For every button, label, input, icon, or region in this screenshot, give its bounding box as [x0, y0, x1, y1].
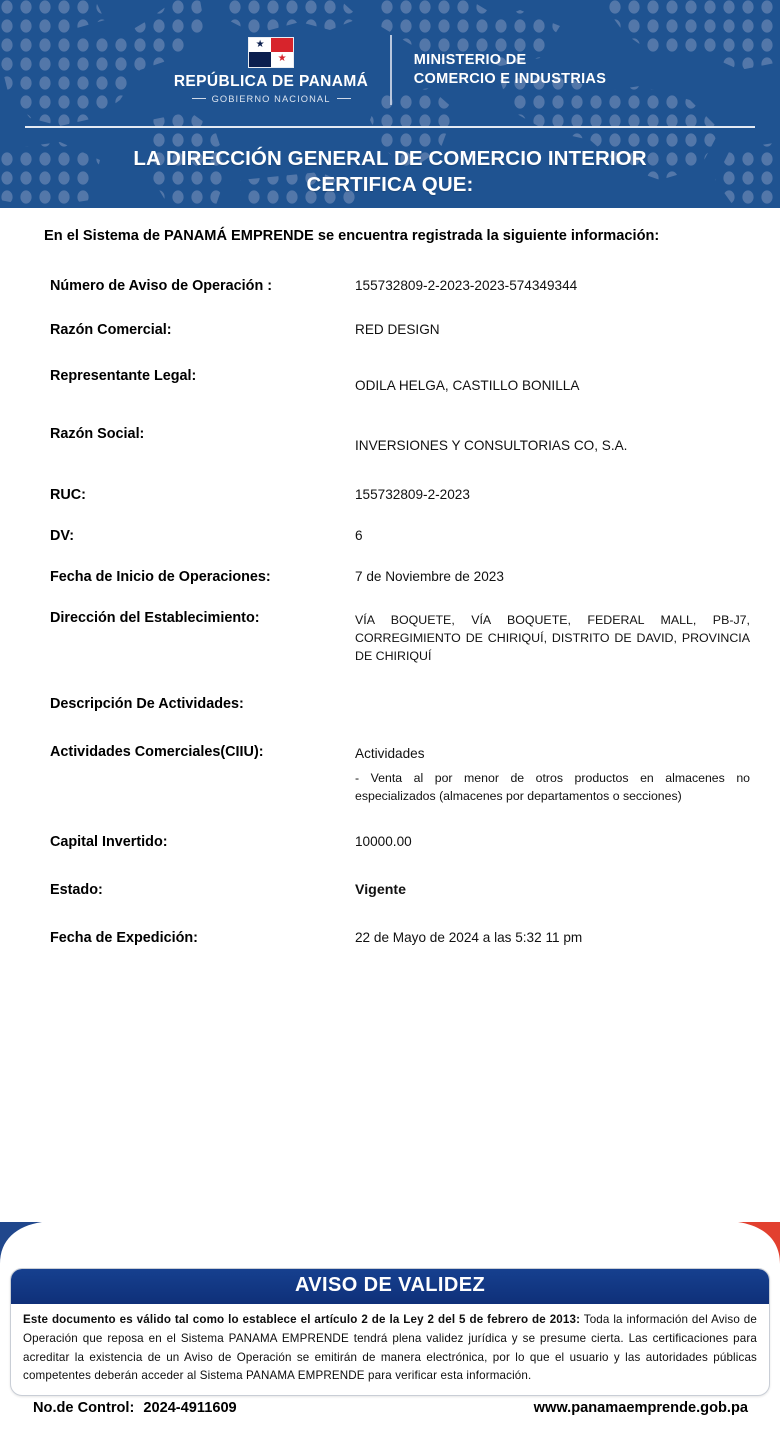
field-label: Representante Legal: — [50, 368, 197, 384]
field-label: Fecha de Expedición: — [50, 930, 198, 946]
validity-notice-box — [10, 1268, 770, 1396]
government-subtitle-row — [192, 94, 351, 104]
dash-left-icon — [192, 98, 206, 100]
field-value: INVERSIONES Y CONSULTORIAS CO, S.A. — [355, 438, 628, 453]
red-corner-shape — [738, 1222, 780, 1264]
field-value: 6 — [355, 528, 363, 543]
blue-corner-shape — [0, 1222, 42, 1264]
field-value: RED DESIGN — [355, 322, 440, 337]
ciiu-heading: Actividades — [355, 746, 425, 761]
intro-text: En el Sistema de PANAMÁ EMPRENDE se encuentra registrada la siguiente información: — [44, 228, 660, 244]
control-number-block — [33, 1400, 237, 1416]
field-label: Número de Aviso de Operación : — [50, 278, 273, 294]
validity-notice-rest-text: Toda la información del Aviso de Operación que reposa en el Sistema PANAMA EMPRENDE tendrá plena validez jurídica y se presume cierta. Las certificaciones para acreditar la existencia de un Aviso de Operación se emitirán de manera electrónica, por lo que el usuario y las autoridades públicas competentes deberán acceder al Sistema PANAMA EMPRENDE para verificar esta información. — [23, 1313, 757, 1383]
field-value: 22 de Mayo de 2024 a las 5:32 11 pm — [355, 930, 583, 945]
field-label: Razón Social: — [50, 426, 145, 442]
field-label: Razón Comercial: — [50, 322, 172, 338]
field-value: 7 de Noviembre de 2023 — [355, 569, 504, 584]
header-divider-rule — [25, 126, 755, 128]
document-body — [0, 208, 780, 1222]
ministry-line-1: MINISTERIO DE — [413, 51, 527, 68]
dash-right-icon — [337, 98, 351, 100]
validity-notice-title: AVISO DE VALIDEZ — [11, 1269, 769, 1304]
field-value: 155732809-2-2023 — [355, 487, 470, 502]
field-label: Estado: — [50, 882, 103, 898]
website-url: www.panamaemprende.gob.pa — [533, 1400, 748, 1416]
republic-brand — [174, 37, 390, 104]
government-subtitle: GOBIERNO NACIONAL — [211, 93, 331, 104]
ministry-brand — [392, 51, 606, 90]
field-label: Capital Invertido: — [50, 834, 168, 850]
field-label: RUC: — [50, 487, 86, 503]
control-number-value: 2024-4911609 — [143, 1400, 237, 1416]
validity-notice-text — [11, 1304, 769, 1395]
field-label: DV: — [50, 528, 74, 544]
document-footer — [0, 1400, 780, 1430]
status-badge: Vigente — [355, 882, 406, 898]
field-label: Actividades Comerciales(CIIU): — [50, 744, 264, 760]
certification-title — [0, 146, 780, 198]
ministry-line-2: COMERCIO E INDUSTRIAS — [413, 71, 607, 87]
panama-flag-icon: ★ ★ — [248, 37, 294, 68]
brand-row — [0, 30, 780, 110]
validity-notice-bold-text: Este documento es válido tal como lo establece el artículo 2 de la Ley 2 del 5 de febrero de 2013: — [23, 1313, 581, 1326]
certification-title-line-1: LA DIRECCIÓN GENERAL DE COMERCIO INTERIOR — [133, 147, 647, 170]
field-value: 10000.00 — [355, 834, 412, 849]
certification-title-line-2: CERTIFICA QUE: — [306, 172, 474, 196]
field-value — [355, 746, 750, 806]
document-header — [0, 0, 780, 208]
field-label: Fecha de Inicio de Operaciones: — [50, 569, 271, 585]
field-label: Dirección del Establecimiento: — [50, 610, 260, 626]
field-value: 155732809-2-2023-2023-574349344 — [355, 278, 578, 293]
field-value: ODILA HELGA, CASTILLO BONILLA — [355, 378, 580, 393]
ciiu-detail: - Venta al por menor de otros productos en almacenes no especializados (almacenes por departamentos o secciones) — [355, 771, 750, 803]
republic-title: REPÚBLICA DE PANAMÁ — [173, 72, 369, 90]
field-value: VÍA BOQUETE, VÍA BOQUETE, FEDERAL MALL, PB-J7, CORREGIMIENTO DE CHIRIQUÍ, DISTRITO DE DAVID, PROVINCIA DE CHIRIQUÍ — [355, 613, 750, 663]
field-label: Descripción De Actividades: — [50, 696, 244, 712]
control-number-label: No.de Control: — [33, 1400, 135, 1416]
